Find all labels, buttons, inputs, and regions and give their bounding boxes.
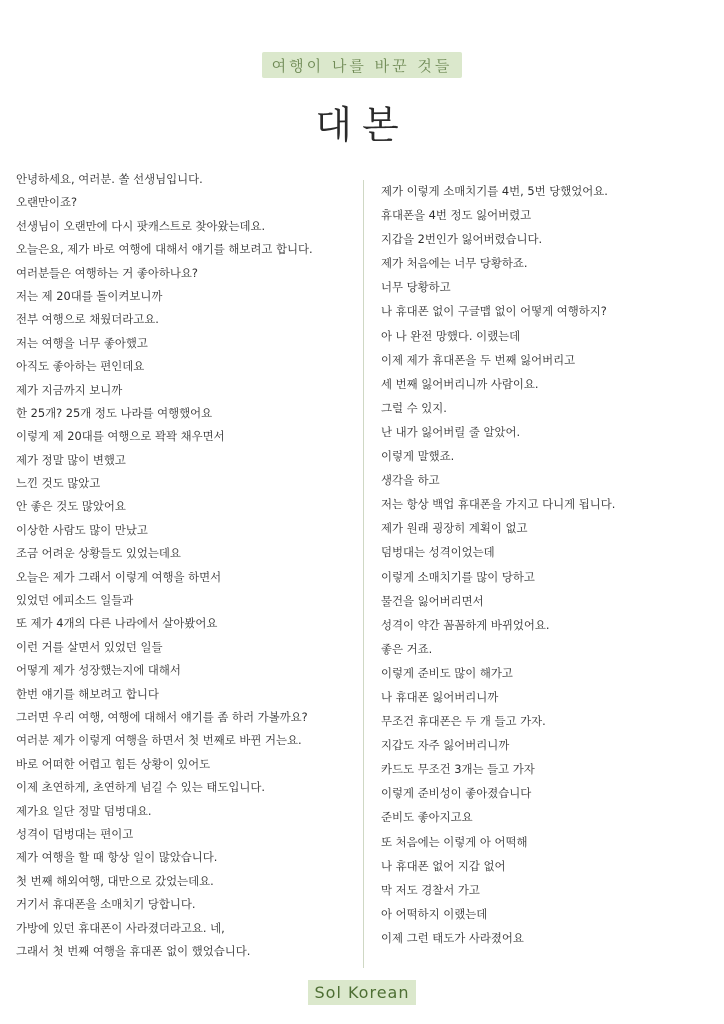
script-line: 저는 항상 백업 휴대폰을 가지고 다니게 됩니다. — [381, 497, 616, 512]
script-line: 지갑을 2번인가 잃어버렸습니다. — [381, 232, 543, 247]
script-line: 안 좋은 것도 많았어요 — [16, 499, 126, 514]
script-line: 준비도 좋아지고요 — [381, 810, 473, 825]
script-line: 오늘은요, 제가 바로 여행에 대해서 얘기를 해보려고 합니다. — [16, 242, 313, 257]
script-line: 느낀 것도 많았고 — [16, 476, 101, 491]
script-line: 난 내가 잃어버릴 줄 알았어. — [381, 424, 521, 439]
script-line: 어떻게 제가 성장했는지에 대해서 — [16, 663, 181, 678]
header — [0, 52, 724, 78]
script-line: 아 나 완전 망했다. 이랬는데 — [381, 328, 521, 343]
left-column — [16, 168, 352, 963]
script-line: 또 제가 4개의 다른 나라에서 살아봤어요 — [16, 616, 218, 631]
subtitle: 여행이 나를 바꾼 것들 — [271, 57, 453, 75]
script-line: 막 저도 경찰서 가고 — [381, 882, 480, 897]
script-line: 이제 제가 휴대폰을 두 번째 잃어버리고 — [381, 352, 576, 367]
script-line: 전부 여행으로 채웠더라고요. — [16, 312, 159, 327]
script-line: 한 25개? 25개 정도 나라를 여행했어요 — [16, 405, 213, 420]
script-line: 거기서 휴대폰을 소매치기 당합니다. — [16, 897, 196, 912]
script-line: 이런 거를 살면서 있었던 일들 — [16, 639, 163, 654]
script-line: 그래서 첫 번째 여행을 휴대폰 없이 했었습니다. — [16, 943, 251, 958]
script-line: 나 휴대폰 없이 구글맵 없이 어떻게 여행하지? — [381, 304, 607, 319]
script-line: 여러분들은 여행하는 거 좋아하나요? — [16, 265, 198, 280]
script-line: 그럴 수 있지. — [381, 400, 447, 415]
script-line: 제가 여행을 할 때 항상 일이 많았습니다. — [16, 850, 218, 865]
script-line: 카드도 무조건 3개는 들고 가자 — [381, 762, 535, 777]
subtitle-highlight — [262, 52, 463, 78]
script-line: 저는 여행을 너무 좋아했고 — [16, 335, 148, 350]
script-line: 제가 이렇게 소매치기를 4번, 5번 당했었어요. — [381, 184, 608, 198]
footer — [0, 980, 724, 1005]
script-line: 제가 처음에는 너무 당황하죠. — [381, 256, 528, 271]
script-line: 제가 지금까지 보니까 — [16, 382, 123, 397]
script-line: 이렇게 준비도 많이 해가고 — [381, 665, 513, 680]
script-line: 제가요 일단 정말 덤벙대요. — [16, 803, 152, 818]
script-line: 오늘은 제가 그래서 이렇게 여행을 하면서 — [16, 569, 222, 584]
script-line: 성격이 덤벙대는 편이고 — [16, 826, 134, 841]
script-line: 생각을 하고 — [381, 473, 440, 488]
script-line: 너무 당황하고 — [381, 280, 451, 295]
script-line: 선생님이 오랜만에 다시 팟캐스트로 찾아왔는데요. — [16, 218, 266, 233]
script-line: 조금 어려운 상황들도 있었는데요 — [16, 546, 181, 561]
script-line: 이렇게 제 20대를 여행으로 꽉꽉 채우면서 — [16, 429, 225, 444]
script-line: 세 번째 잃어버리니까 사람이요. — [381, 376, 539, 391]
script-line: 좋은 거죠. — [381, 641, 433, 656]
script-line: 이제 초연하게, 초연하게 넘길 수 있는 태도입니다. — [16, 780, 266, 795]
script-line: 오랜만이죠? — [16, 195, 78, 210]
script-line: 저는 제 20대를 돌이켜보니까 — [16, 288, 163, 303]
script-line: 제가 정말 많이 변했고 — [16, 452, 126, 467]
script-line: 바로 어떠한 어렵고 힘든 상황이 있어도 — [16, 756, 211, 771]
script-line: 무조건 휴대폰은 두 개 들고 가자. — [381, 714, 546, 729]
script-line: 덤벙대는 성격이었는데 — [381, 545, 495, 560]
script-line: 나 휴대폰 없어 지갑 없어 — [381, 858, 506, 873]
script-line: 첫 번째 해외여행, 대만으로 갔었는데요. — [16, 873, 214, 888]
script-line: 있었던 에피소드 일들과 — [16, 593, 134, 608]
script-line: 지갑도 자주 잃어버리니까 — [381, 738, 510, 753]
script-line: 가방에 있던 휴대폰이 사라졌더라고요. 네, — [16, 920, 225, 935]
column-divider — [363, 180, 364, 968]
script-line: 이제 그런 태도가 사라졌어요 — [381, 930, 524, 945]
script-line: 이렇게 준비성이 좋아졌습니다 — [381, 786, 532, 801]
brand-logo: Sol Korean — [308, 980, 417, 1005]
script-line: 물건을 잃어버리면서 — [381, 593, 484, 608]
script-line: 제가 원래 굉장히 계획이 없고 — [381, 521, 528, 536]
script-line: 성격이 약간 꼼꼼하게 바뀌었어요. — [381, 617, 550, 632]
script-line: 나 휴대폰 잃어버리니까 — [381, 689, 499, 704]
script-line: 아직도 좋아하는 편인데요 — [16, 359, 145, 374]
script-line: 또 처음에는 이렇게 아 어떡해 — [381, 834, 528, 849]
script-line: 휴대폰을 4번 정도 잃어버렸고 — [381, 208, 532, 223]
script-line: 이렇게 소매치기를 많이 당하고 — [381, 569, 535, 584]
script-line: 안녕하세요, 여러분. 쏠 선생님입니다. — [16, 172, 203, 186]
right-column — [381, 179, 711, 950]
script-line: 여러분 제가 이렇게 여행을 하면서 첫 번째로 바뀐 거는요. — [16, 733, 302, 748]
script-line: 아 어떡하지 이랬는데 — [381, 906, 488, 921]
script-line: 이상한 사람도 많이 만났고 — [16, 522, 148, 537]
page-title: 대본 — [315, 103, 409, 147]
script-line: 이렇게 말했죠. — [381, 449, 455, 464]
script-line: 그러면 우리 여행, 여행에 대해서 얘기를 좀 하러 가볼까요? — [16, 709, 308, 724]
script-line: 한번 얘기를 해보려고 합니다 — [16, 686, 159, 701]
